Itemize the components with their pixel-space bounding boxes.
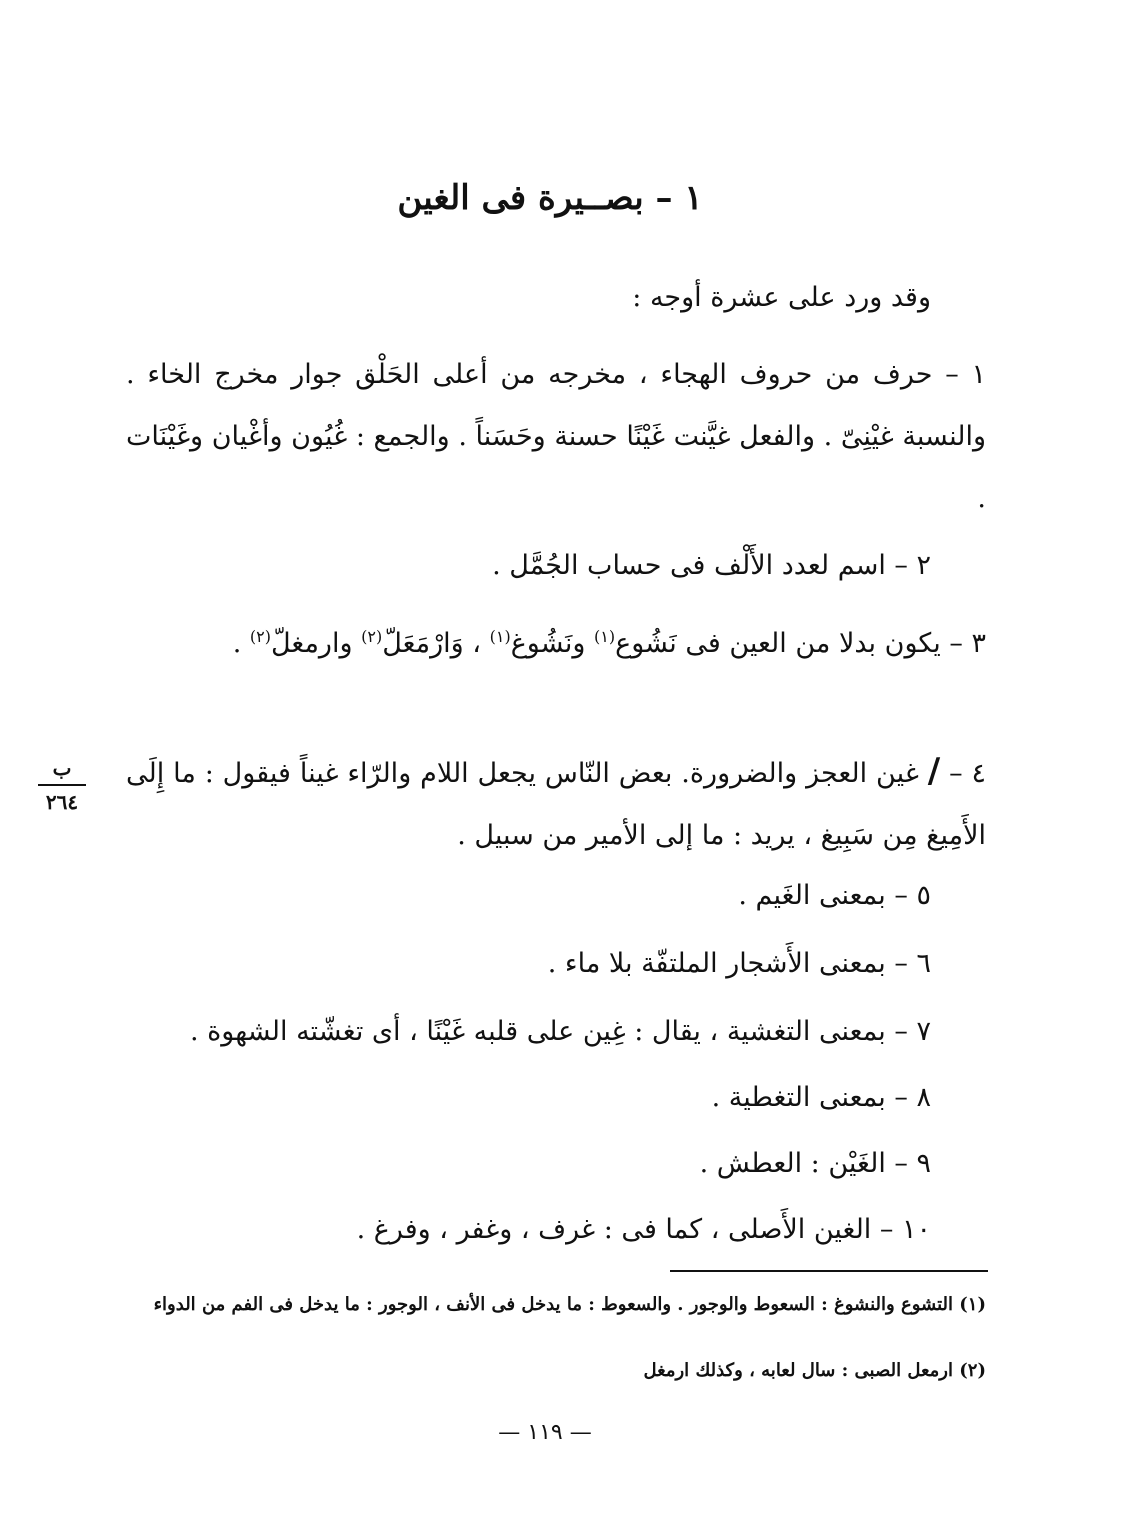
page-number: — ١١٩ — — [498, 1420, 592, 1445]
item-3 — [126, 608, 986, 673]
folio-marker-slash: / — [927, 751, 941, 791]
item-8: ٨ – بمعنى التغطية . — [711, 1082, 931, 1113]
footnote-2: (٢) ارمعل الصبى : سال لعابه ، وكذلك ارمغل — [643, 1360, 986, 1381]
item-10: ١٠ – الغين الأَصلى ، كما فى : غرف ، وغفر ، وفرغ . — [356, 1214, 931, 1245]
footnote-1: (١) التشوع والنشوغ : السعوط والوجور . والسعوط : ما يدخل فى الأنف ، الوجور : ما يدخل فى الفم من الدواء — [153, 1294, 986, 1315]
item-3-text-e: . — [232, 628, 242, 659]
item-9: ٩ – الغَيْن : العطش . — [699, 1148, 931, 1179]
item-7: ٧ – بمعنى التغشية ، يقال : غِين على قلبه غَيْنًا ، أى تغشّته الشهوة . — [189, 1016, 931, 1047]
margin-folio-rule — [38, 784, 86, 786]
footnote-ref-1a: (١) — [593, 627, 616, 646]
item-3-text-b: ونَشُوغ — [510, 628, 586, 659]
footnote-ref-1b: (١) — [489, 627, 511, 646]
intro-line: وقد ورد على عشرة أوجه : — [632, 282, 931, 313]
item-2: ٢ – اسم لعدد الأَلْف فى حساب الجُمَّل . — [492, 550, 931, 581]
footnote-ref-2a: (٢) — [361, 627, 383, 646]
item-5: ٥ – بمعنى الغَيم . — [738, 880, 931, 911]
item-4-text: غين العجز والضرورة. بعض النّاس يجعل اللام والرّاء غيناً فيقول : ما إِلَى الأَمِيغ مِن سَبِيغ ، يريد : ما إلى الأمير من سبيل . — [126, 758, 986, 851]
footnote-ref-2b: (٢) — [249, 627, 271, 646]
item-4 — [126, 740, 986, 867]
margin-folio-number: ٢٦٤ — [45, 790, 79, 814]
margin-folio-letter: ب — [52, 756, 72, 780]
footnote-separator — [670, 1270, 988, 1272]
item-4-number: ٤ – — [949, 758, 986, 789]
item-3-text-c: ، وَارْمَعَلّ — [382, 628, 481, 659]
margin-folio-note — [38, 756, 86, 814]
item-3-text-a: ٣ – يكون بدلا من العين فى نَشُوع — [615, 628, 986, 659]
item-3-text-d: وارمغلّ — [270, 628, 353, 659]
section-title: ١ – بصــيرة فى الغين — [397, 178, 703, 218]
item-1: ١ – حرف من حروف الهجاء ، مخرجه من أعلى الحَلْق جوار مخرج الخاء . والنسبة غيْنِىّ . والفعل غيَّنت غَيْنًا حسنة وحَسَناً . والجمع : غُيُون وأغْيان وغَيْنَات . — [126, 359, 986, 514]
item-6: ٦ – بمعنى الأَشجار الملتفّة بلا ماء . — [547, 948, 931, 979]
